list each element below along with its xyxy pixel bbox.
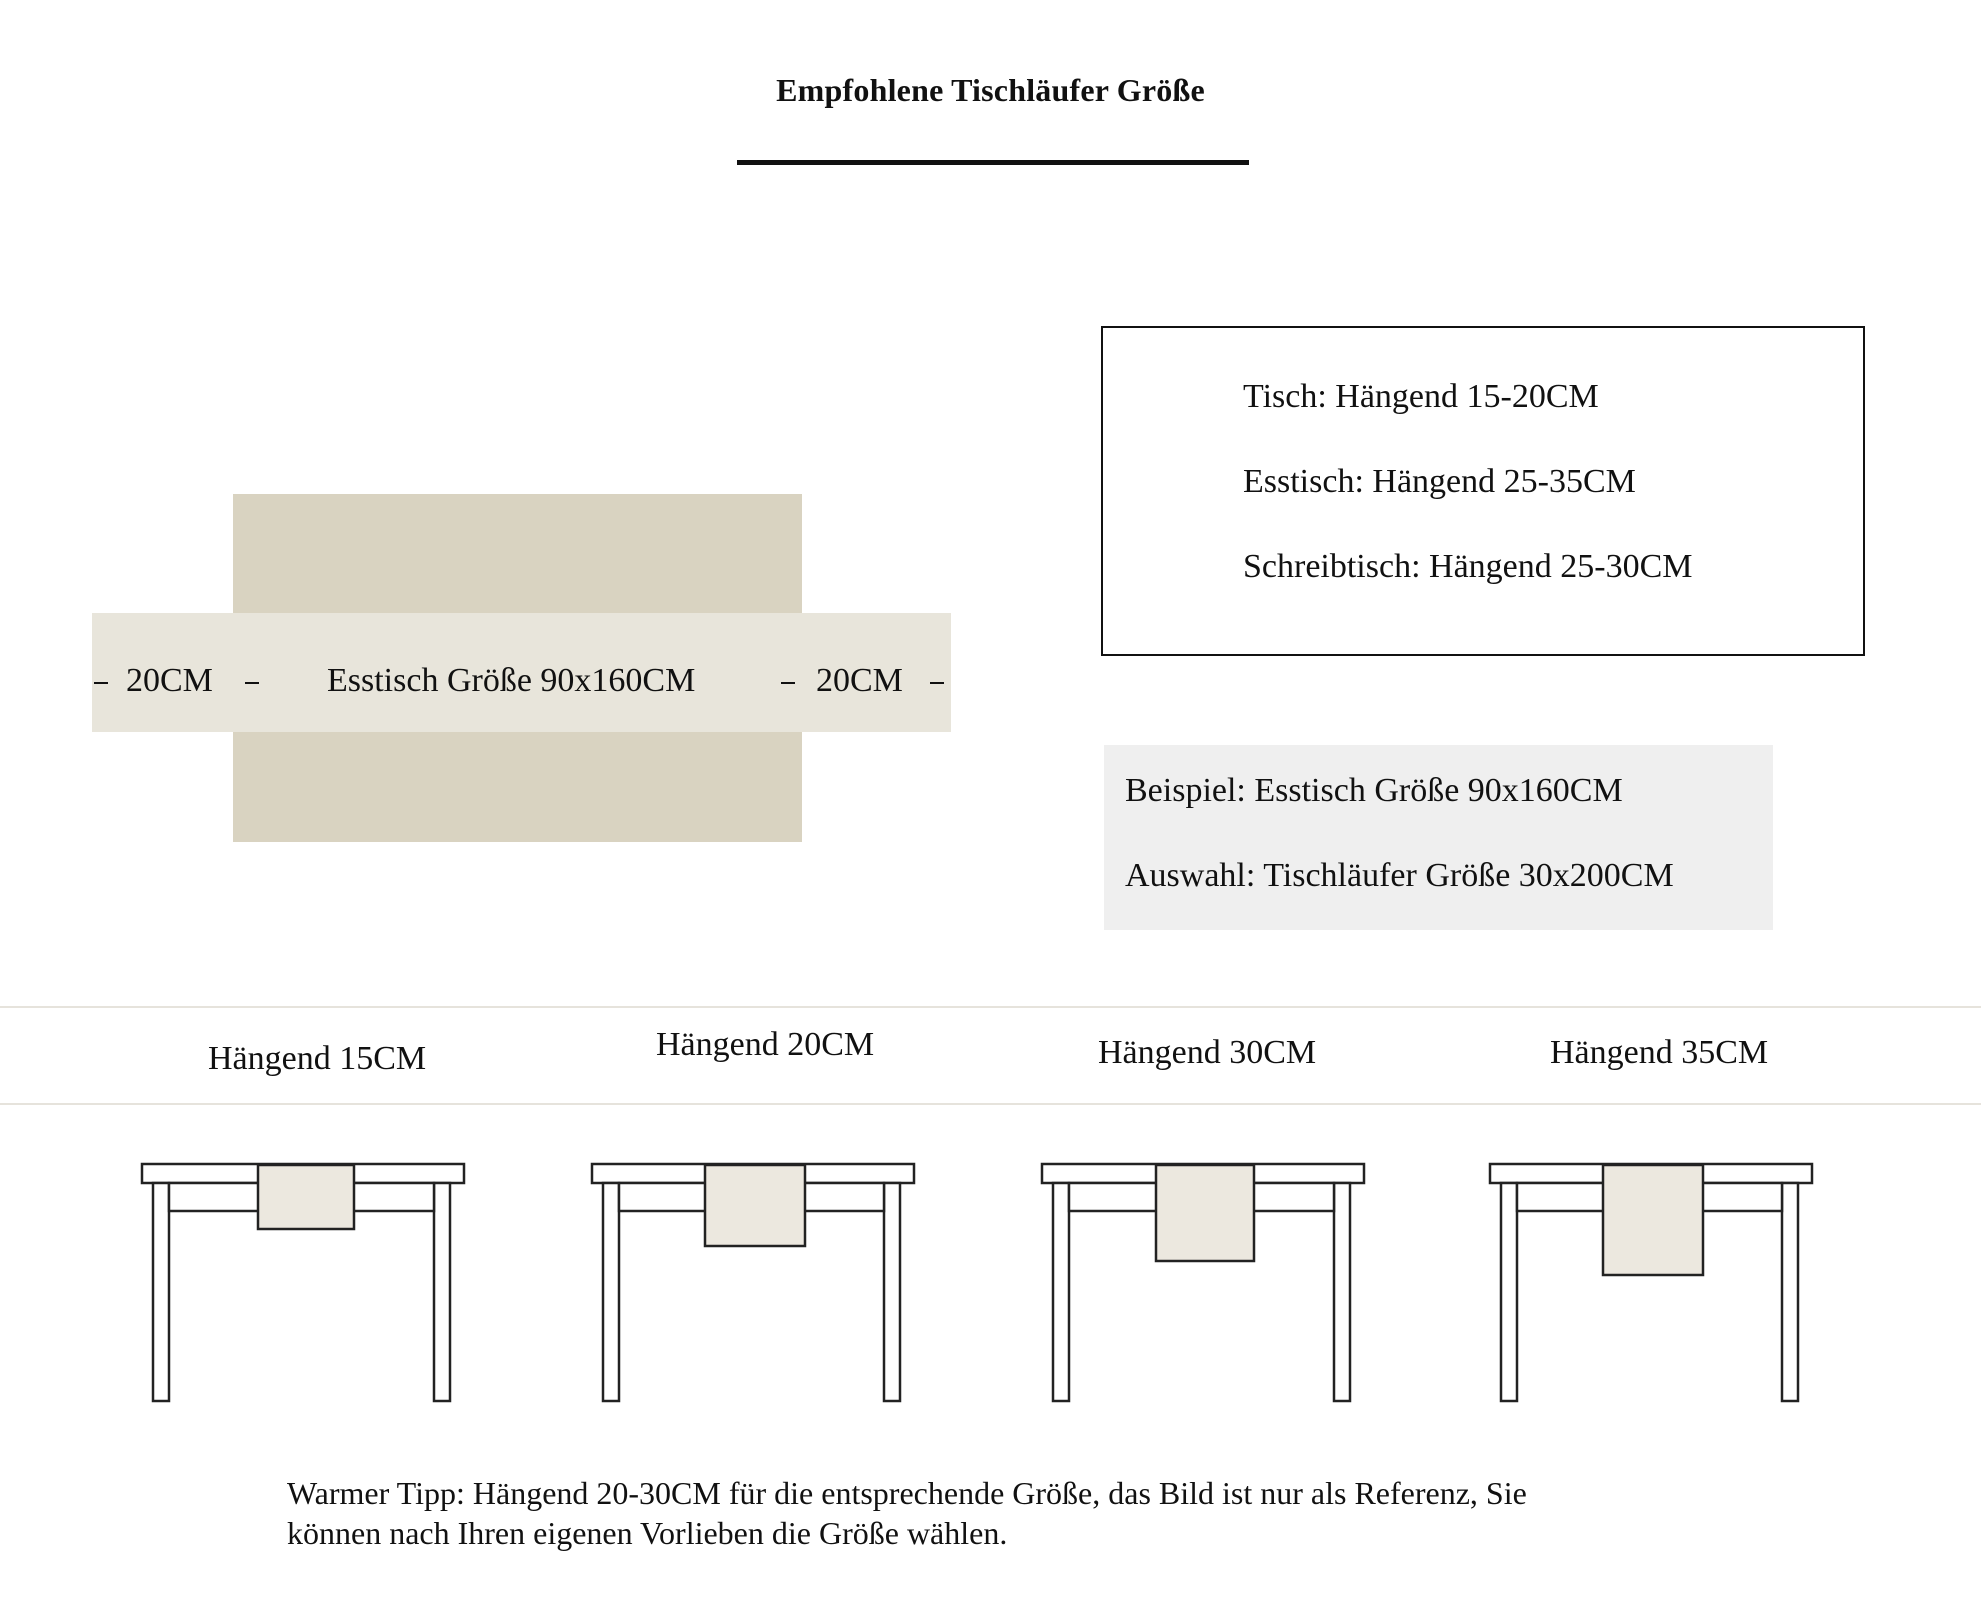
table-size-label: Esstisch Größe 90x160CM xyxy=(327,662,696,699)
table-drawing-20 xyxy=(590,1162,920,1407)
warm-tip-line-1: Warmer Tipp: Hängend 20-30CM für die entsprechende Größe, das Bild ist nur als Referenz, Sie xyxy=(287,1475,1527,1511)
hanging-label-30: Hängend 30CM xyxy=(1098,1034,1317,1071)
title-underline xyxy=(737,160,1249,165)
warm-tip xyxy=(287,1473,1707,1553)
dimension-tick-left-outer xyxy=(94,682,108,684)
runner-drop-30 xyxy=(1156,1165,1254,1261)
dimension-tick-right-outer xyxy=(930,682,944,684)
dimension-tick-right-inner xyxy=(781,682,795,684)
info-line-schreibtisch: Schreibtisch: Hängend 25-30CM xyxy=(1243,548,1693,585)
runner-drop-15 xyxy=(258,1165,354,1229)
runner-drop-20 xyxy=(705,1165,805,1246)
band-top-divider xyxy=(0,1006,1981,1008)
hanging-label-35: Hängend 35CM xyxy=(1550,1034,1769,1071)
page-title: Empfohlene Tischläufer Größe xyxy=(776,72,1205,108)
dimension-tick-left-inner xyxy=(245,682,259,684)
left-overhang-label: 20CM xyxy=(126,662,213,699)
table-drawing-15 xyxy=(140,1162,470,1407)
table-drawing-35 xyxy=(1488,1162,1818,1407)
example-line-runner: Auswahl: Tischläufer Größe 30x200CM xyxy=(1125,857,1674,894)
band-bottom-divider xyxy=(0,1103,1981,1105)
info-line-tisch: Tisch: Hängend 15-20CM xyxy=(1243,378,1599,415)
hanging-label-20: Hängend 20CM xyxy=(656,1026,875,1063)
right-overhang-label: 20CM xyxy=(816,662,903,699)
hanging-label-15: Hängend 15CM xyxy=(208,1040,427,1077)
info-line-esstisch: Esstisch: Hängend 25-35CM xyxy=(1243,463,1636,500)
warm-tip-line-2: können nach Ihren eigenen Vorlieben die Größe wählen. xyxy=(287,1515,1008,1551)
example-line-table: Beispiel: Esstisch Größe 90x160CM xyxy=(1125,772,1623,809)
table-drawing-30 xyxy=(1040,1162,1370,1407)
runner-drop-35 xyxy=(1603,1165,1703,1275)
